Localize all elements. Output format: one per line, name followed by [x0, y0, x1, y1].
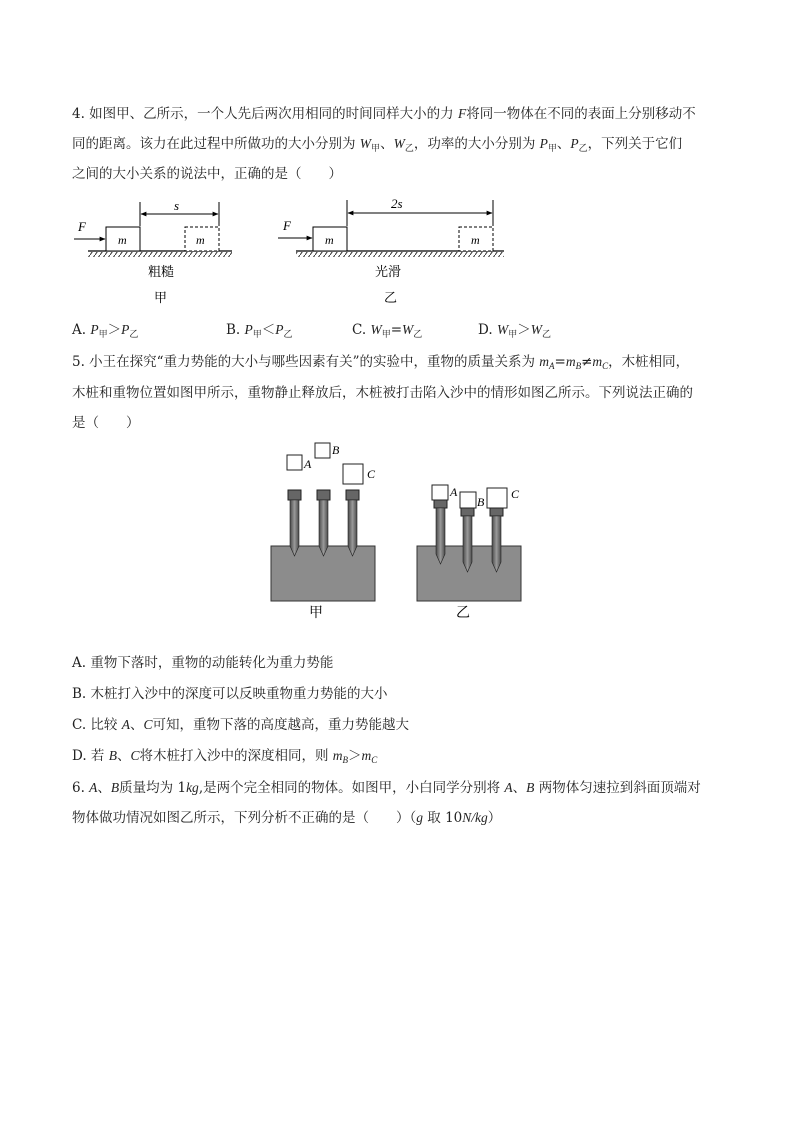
subscript-c: C: [371, 755, 378, 765]
weight-a: [432, 485, 448, 500]
subscript-yi: 乙: [413, 330, 423, 340]
subscript-c: C: [602, 361, 609, 371]
force-label: F: [283, 218, 291, 233]
q4-line-3: [72, 164, 342, 184]
q5-option-a: [72, 653, 333, 673]
subscript-jia: 甲: [252, 330, 262, 340]
separator: 、: [556, 136, 571, 152]
q6-line-2: [72, 808, 501, 828]
work-variable: W: [530, 322, 542, 337]
relation: =: [390, 322, 403, 338]
power-variable: P: [539, 136, 548, 151]
q5-option-c: [72, 715, 409, 735]
q5-line-3: [72, 413, 140, 433]
q5-line-1: [72, 352, 689, 377]
q4-option-d: [478, 320, 551, 345]
q4-option-a: [72, 320, 138, 345]
q5-option-d: [72, 746, 377, 771]
weight-label-a: A: [304, 457, 312, 471]
relation: ＞: [517, 322, 531, 338]
object-ref: A: [504, 780, 513, 795]
q6-line-1: [72, 778, 701, 798]
relation: ＜: [261, 322, 276, 338]
work-variable: W: [393, 136, 405, 151]
q5-text: ，木桩相同，: [608, 354, 690, 370]
distance-label: s: [174, 198, 180, 213]
q5-line-2: [72, 383, 693, 403]
power-variable: P: [244, 322, 253, 337]
figure-caption: 乙: [384, 290, 398, 305]
stake-b: [317, 490, 330, 556]
option-label: A.: [72, 322, 91, 338]
subscript-a: A: [549, 361, 555, 371]
q4-line-2: [72, 134, 682, 159]
gravity-variable: g: [416, 810, 423, 825]
option-text: B. 木桩打入沙中的深度可以反映重物重力势能的大小: [72, 686, 388, 702]
mass-variable: m: [361, 748, 372, 763]
subscript-jia: 甲: [98, 330, 108, 340]
subscript-jia: 甲: [371, 144, 381, 154]
figure-jia-rough: [74, 198, 232, 305]
option-text: 将木桩打入沙中的深度相同，则: [139, 748, 333, 764]
block-mass-label: m: [118, 233, 127, 247]
q6-text: 质量均为 1: [119, 780, 187, 796]
weight-label-b: B: [477, 495, 485, 509]
q4-line-1: [72, 104, 696, 124]
power-variable: P: [121, 322, 130, 337]
work-variable: W: [496, 322, 509, 337]
q4-text: ，下列关于它们: [587, 136, 683, 152]
option-text: D. 若: [72, 748, 109, 764]
q4-text: 将同一物体在不同的表面上分别移动不: [466, 106, 696, 122]
weight-label-c: C: [511, 487, 520, 501]
q6-text: 取 10: [423, 810, 463, 826]
figure-caption: 甲: [309, 606, 323, 621]
subscript-yi: 乙: [283, 330, 293, 340]
q4-text: 之间的大小关系的说法中，正确的是（ ）: [72, 166, 342, 182]
block-mass-label: m: [471, 233, 480, 247]
stake-a: [288, 490, 301, 556]
q4-option-b: [226, 320, 293, 345]
surface-label: 粗糙: [148, 264, 175, 279]
work-variable: W: [359, 136, 372, 151]
weight-label-b: B: [332, 443, 340, 457]
separator: 、: [116, 748, 131, 764]
subscript-yi: 乙: [404, 144, 414, 154]
figure-yi-smooth: [278, 196, 504, 305]
subscript-yi: 乙: [129, 330, 139, 340]
power-variable: P: [570, 136, 579, 151]
force-label: F: [78, 219, 86, 234]
power-variable: P: [275, 322, 284, 337]
q4-option-c: [352, 320, 422, 345]
separator: 、: [97, 780, 111, 796]
option-label: C.: [352, 322, 371, 338]
separator: 、: [129, 717, 144, 733]
weight-ref: B: [108, 748, 117, 763]
relation: ＞: [348, 748, 362, 764]
q4-text: 4. 如图甲、乙所示，一个人先后两次用相同的时间同样大小的力: [72, 106, 458, 122]
option-text: C. 比较: [72, 717, 122, 733]
q6-text: 物体做功情况如图乙所示，下列分析不正确的是（ ）（: [72, 810, 417, 826]
weight-ref: A: [121, 717, 130, 732]
stake-a: [434, 500, 447, 564]
unit: kg: [186, 780, 199, 795]
weight-label-c: C: [367, 467, 376, 481]
separator: 、: [512, 780, 527, 796]
separator: 、: [380, 136, 394, 152]
stake-b: [461, 508, 474, 572]
weight-label-a: A: [450, 485, 458, 499]
q6-text: 两物体匀速拉到斜面顶端对: [534, 780, 701, 796]
figure-yi-result: [417, 485, 521, 621]
object-ref: A: [89, 780, 98, 795]
force-variable: F: [457, 106, 467, 121]
subscript-jia: 甲: [381, 330, 391, 340]
q4-text: ，功率的大小分别为: [413, 136, 540, 152]
block-mass-label: m: [196, 233, 205, 247]
subscript-yi: 乙: [578, 144, 588, 154]
mass-variable: m: [565, 354, 576, 369]
q5-text: 5. 小王在探究“重力势能的大小与哪些因素有关”的实验中，重物的质量关系为: [72, 354, 540, 370]
weight-ref: C: [130, 748, 140, 763]
subscript-b: B: [342, 755, 349, 765]
q5-figure: [0, 436, 794, 626]
figure-jia-initial: [271, 443, 376, 621]
object-ref: B: [110, 780, 120, 795]
distance-label: 2s: [391, 196, 403, 211]
surface-label: 光滑: [375, 264, 402, 279]
q5-text: 是（ ）: [72, 415, 140, 431]
subscript-b: B: [575, 361, 582, 371]
q4-text: 同的距离。该力在此过程中所做功的大小分别为: [72, 136, 360, 152]
option-label: D.: [478, 322, 497, 338]
weight-c: [343, 464, 363, 484]
block-mass-label: m: [325, 233, 334, 247]
object-ref: B: [526, 780, 535, 795]
mass-variable: m: [539, 354, 550, 369]
subscript-jia: 甲: [547, 144, 557, 154]
q6-text: ,是两个完全相同的物体。如图甲，小白同学分别将: [198, 780, 505, 796]
subscript-yi: 乙: [541, 330, 551, 340]
mass-variable: m: [592, 354, 603, 369]
figure-caption: 甲: [154, 290, 168, 305]
figure-caption: 乙: [456, 606, 470, 621]
relation: ＞: [107, 322, 122, 338]
weight-b: [460, 492, 476, 508]
q6-text: ）: [487, 810, 502, 826]
q5-option-b: [72, 684, 388, 704]
weight-ref: C: [143, 717, 153, 732]
relation: =: [554, 354, 566, 370]
weight-c: [487, 488, 507, 508]
option-text: 可知，重物下落的高度越高，重力势能越大: [152, 717, 409, 733]
option-label: B.: [226, 322, 245, 338]
q4-figure: [0, 192, 794, 307]
mass-variable: m: [332, 748, 343, 763]
stake-c: [346, 490, 359, 556]
subscript-jia: 甲: [508, 330, 518, 340]
weight-a: [287, 455, 302, 470]
power-variable: P: [90, 322, 99, 337]
unit: N/kg: [462, 810, 488, 825]
q5-text: 木桩和重物位置如图甲所示，重物静止释放后，木桩被打击陷入沙中的情形如图乙所示。下列说法正确的: [72, 385, 693, 401]
weight-b: [315, 443, 330, 458]
relation: ≠: [581, 354, 593, 370]
work-variable: W: [370, 322, 382, 337]
option-text: A. 重物下落时，重物的动能转化为重力势能: [72, 655, 334, 671]
stake-c: [490, 508, 503, 572]
q6-text: 6.: [72, 780, 90, 796]
work-variable: W: [402, 322, 414, 337]
